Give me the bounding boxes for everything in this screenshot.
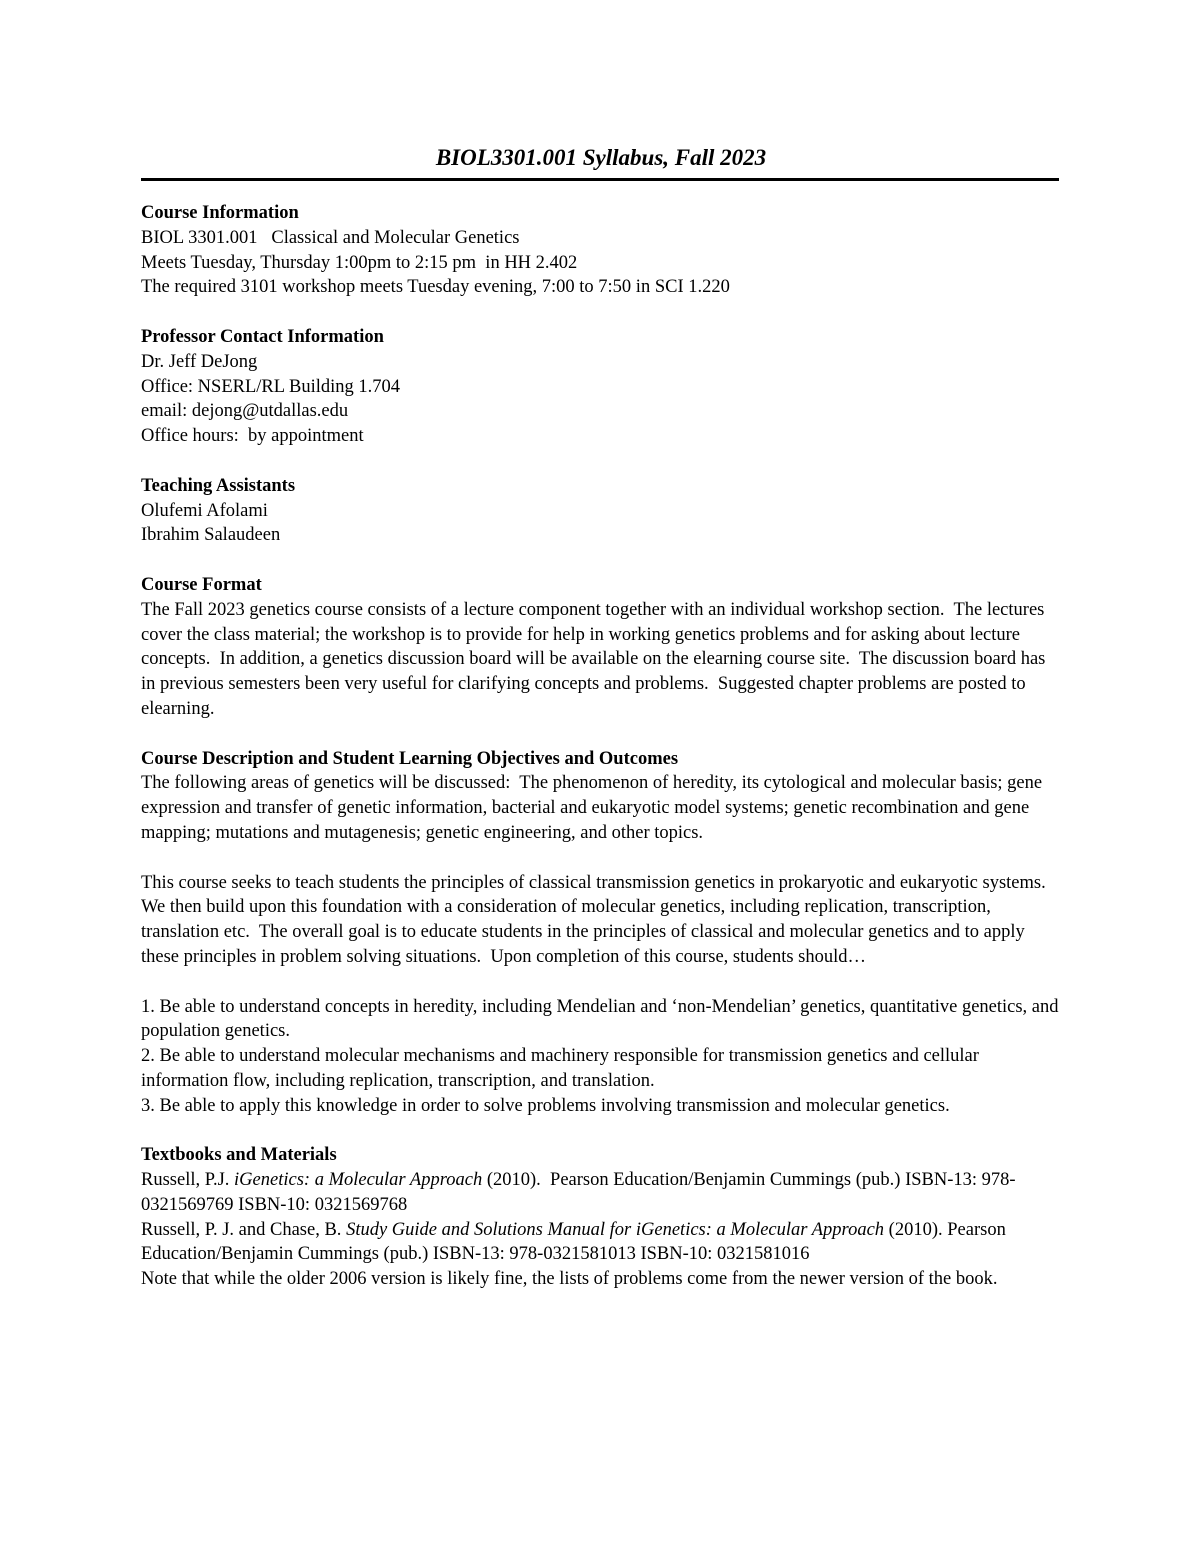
professor-office-hours: Office hours: by appointment bbox=[141, 426, 364, 447]
course-format-text: The Fall 2023 genetics course consists of a lecture component together with an individual workshop section. The lectures cover the class material; the workshop is to provide for help in working genetics problems and for asking about lecture concepts. In addition, a genetics discussion board will be available on the elearning course site. The discussion board has in previous semesters been very useful for clarifying concepts and problems. Suggested chapter problems are posted to elearning. bbox=[141, 599, 1051, 719]
professor-email: email: dejong@utdallas.edu bbox=[141, 401, 349, 422]
textbooks-section bbox=[141, 1143, 1061, 1292]
learning-outcome-item: 2. Be able to understand molecular mechanisms and machinery responsible for transmission genetics and cellular information flow, including replication, transcription, and translation. bbox=[141, 1046, 979, 1091]
study-guide-authors: Russell, P. J. and Chase, B. bbox=[141, 1219, 347, 1240]
textbook-note: Note that while the older 2006 version is likely fine, the lists of problems come from the newer version of the book. bbox=[141, 1269, 998, 1290]
course-information-section bbox=[141, 201, 1061, 300]
textbook-publication: (2010). Pearson Education/Benjamin Cummings (pub.) ISBN-13: 978-0321569769 ISBN-10: 0321569768 bbox=[141, 1170, 1016, 1215]
course-format-section bbox=[141, 573, 1061, 722]
textbooks-heading: Textbooks and Materials bbox=[141, 1145, 337, 1166]
title-divider bbox=[141, 178, 1059, 181]
professor-contact-heading: Professor Contact Information bbox=[141, 326, 384, 347]
learning-outcome-item: 3. Be able to apply this knowledge in order to solve problems involving transmission and molecular genetics. bbox=[141, 1095, 950, 1116]
course-description-heading: Course Description and Student Learning Objectives and Outcomes bbox=[141, 748, 679, 769]
course-goals-paragraph: This course seeks to teach students the principles of classical transmission genetics in prokaryotic and eukaryotic systems. We then build upon this foundation with a consideration of molecular genetics, including replication, transcription, translation etc. The overall goal is to educate students in the principles of classical and molecular genetics and to apply these principles in problem solving situations. Upon completion of this course, students should… bbox=[141, 872, 1051, 967]
meeting-time-line: Meets Tuesday, Thursday 1:00pm to 2:15 pm in HH 2.402 bbox=[141, 252, 578, 273]
textbook-author: Russell, P.J. bbox=[141, 1170, 235, 1191]
course-format-heading: Course Format bbox=[141, 574, 262, 595]
course-description-section bbox=[141, 747, 1061, 1119]
syllabus-page bbox=[141, 140, 1061, 1317]
course-description-paragraph: The following areas of genetics will be discussed: The phenomenon of heredity, its cytological and molecular basis; gene expression and transfer of genetic information, bacterial and eukaryotic model systems; genetic recombination and gene mapping; mutations and mutagenesis; genetic engineering, and other topics. bbox=[141, 773, 1047, 843]
teaching-assistants-section bbox=[141, 474, 1061, 548]
study-guide-title: Study Guide and Solutions Manual for iGenetics: a Molecular Approach bbox=[346, 1219, 885, 1240]
study-guide-entry bbox=[141, 1218, 1061, 1268]
study-guide-publication: (2010). Pearson Education/Benjamin Cummings (pub.) ISBN-13: 978-0321581013 ISBN-10: 0321581016 bbox=[141, 1219, 1011, 1265]
ta-name: Ibrahim Salaudeen bbox=[141, 525, 281, 546]
textbook-entry bbox=[141, 1168, 1061, 1218]
professor-name: Dr. Jeff DeJong bbox=[141, 351, 258, 372]
teaching-assistants-heading: Teaching Assistants bbox=[141, 475, 296, 496]
textbook-title: iGenetics: a Molecular Approach bbox=[234, 1170, 483, 1191]
workshop-line: The required 3101 workshop meets Tuesday evening, 7:00 to 7:50 in SCI 1.220 bbox=[141, 277, 730, 298]
ta-name: Olufemi Afolami bbox=[141, 500, 268, 521]
professor-contact-section bbox=[141, 325, 1061, 449]
professor-office: Office: NSERL/RL Building 1.704 bbox=[141, 376, 400, 397]
course-code-line: BIOL 3301.001 Classical and Molecular Genetics bbox=[141, 227, 520, 248]
learning-outcome-item: 1. Be able to understand concepts in heredity, including Mendelian and ‘non-Mendelian’ genetics, quantitative genetics, and population genetics. bbox=[141, 996, 1059, 1042]
course-information-heading: Course Information bbox=[141, 203, 299, 223]
page-title: BIOL3301.001 Syllabus, Fall 2023 bbox=[435, 145, 767, 170]
